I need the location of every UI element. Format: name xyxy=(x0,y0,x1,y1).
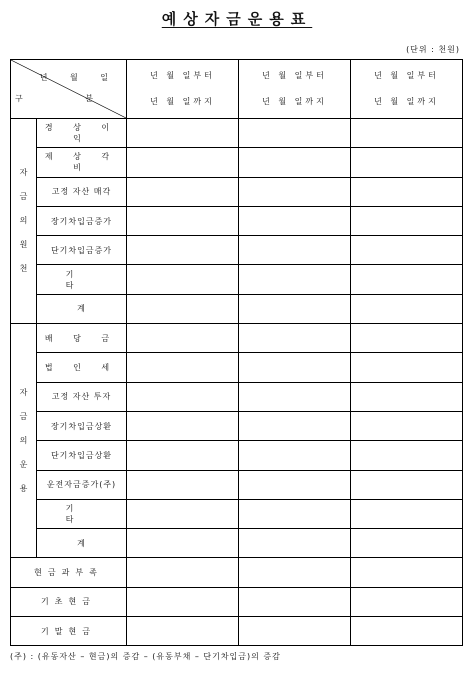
table-row xyxy=(11,324,463,353)
value-cell[interactable] xyxy=(127,119,239,148)
value-cell[interactable] xyxy=(239,294,351,323)
value-cell[interactable] xyxy=(351,558,463,587)
value-cell[interactable] xyxy=(239,353,351,382)
value-cell[interactable] xyxy=(351,119,463,148)
summary-label: 기초현금 xyxy=(11,587,127,616)
row-label: 장기차입금증가 xyxy=(37,206,127,235)
table-row xyxy=(11,206,463,235)
row-label: 운전자금증가(주) xyxy=(37,470,127,499)
value-cell[interactable] xyxy=(127,499,239,528)
corner-bottom-label: 구 분 xyxy=(15,94,123,103)
row-label: 법 인 세 xyxy=(37,353,127,382)
header-row xyxy=(11,60,463,119)
value-cell[interactable] xyxy=(239,382,351,411)
value-cell[interactable] xyxy=(239,441,351,470)
value-cell[interactable] xyxy=(239,148,351,177)
value-cell[interactable] xyxy=(239,499,351,528)
row-label: 경 상 이 익 xyxy=(37,119,127,148)
value-cell[interactable] xyxy=(127,265,239,294)
row-label: 배 당 금 xyxy=(37,324,127,353)
value-cell[interactable] xyxy=(127,148,239,177)
value-cell[interactable] xyxy=(239,529,351,558)
value-cell[interactable] xyxy=(351,470,463,499)
row-label: 단기차입금증가 xyxy=(37,236,127,265)
table-row xyxy=(11,294,463,323)
table-row xyxy=(11,353,463,382)
period-header: 년 월 일부터 년 월 일까지 xyxy=(351,60,463,119)
corner-top-label: 년 월 일 xyxy=(39,73,118,82)
value-cell[interactable] xyxy=(127,324,239,353)
row-label: 고정 자산 투자 xyxy=(37,382,127,411)
diagonal-line xyxy=(11,60,126,118)
value-cell[interactable] xyxy=(127,587,239,616)
row-label: 계 xyxy=(37,529,127,558)
row-label: 고정 자산 매각 xyxy=(37,177,127,206)
value-cell[interactable] xyxy=(239,206,351,235)
unit-label: (단위 : 천원) xyxy=(406,45,460,54)
value-cell[interactable] xyxy=(351,177,463,206)
summary-label: 기말현금 xyxy=(11,617,127,646)
header-corner xyxy=(11,60,127,119)
table-row xyxy=(11,470,463,499)
value-cell[interactable] xyxy=(351,529,463,558)
value-cell[interactable] xyxy=(127,177,239,206)
period-header: 년 월 일부터 년 월 일까지 xyxy=(239,60,351,119)
table-row xyxy=(11,382,463,411)
value-cell[interactable] xyxy=(239,119,351,148)
summary-row xyxy=(11,617,463,646)
value-cell[interactable] xyxy=(351,441,463,470)
value-cell[interactable] xyxy=(351,148,463,177)
row-label: 단기차입금상환 xyxy=(37,441,127,470)
value-cell[interactable] xyxy=(239,236,351,265)
value-cell[interactable] xyxy=(239,177,351,206)
value-cell[interactable] xyxy=(127,353,239,382)
value-cell[interactable] xyxy=(127,382,239,411)
value-cell[interactable] xyxy=(351,382,463,411)
period-header: 년 월 일부터 년 월 일까지 xyxy=(127,60,239,119)
value-cell[interactable] xyxy=(351,617,463,646)
value-cell[interactable] xyxy=(351,411,463,440)
row-label: 제 상 각 비 xyxy=(37,148,127,177)
value-cell[interactable] xyxy=(351,499,463,528)
value-cell[interactable] xyxy=(127,411,239,440)
value-cell[interactable] xyxy=(127,206,239,235)
table-row xyxy=(11,177,463,206)
value-cell[interactable] xyxy=(239,265,351,294)
value-cell[interactable] xyxy=(351,324,463,353)
value-cell[interactable] xyxy=(127,236,239,265)
table-row xyxy=(11,236,463,265)
row-label: 기 타 xyxy=(37,265,127,294)
summary-label: 현금과부족 xyxy=(11,558,127,587)
row-label: 기 타 xyxy=(37,499,127,528)
table-row xyxy=(11,411,463,440)
value-cell[interactable] xyxy=(239,470,351,499)
table-row xyxy=(11,119,463,148)
summary-row xyxy=(11,587,463,616)
page-title: 예상자금운용표 xyxy=(161,10,313,28)
value-cell[interactable] xyxy=(127,558,239,587)
value-cell[interactable] xyxy=(351,236,463,265)
fund-table xyxy=(10,59,463,646)
footnote: (주) : (유동자산 – 현금)의 증감 – (유동부채 – 단기차입금)의 증감 xyxy=(10,652,281,661)
summary-row xyxy=(11,558,463,587)
value-cell[interactable] xyxy=(351,206,463,235)
table-row xyxy=(11,529,463,558)
value-cell[interactable] xyxy=(239,411,351,440)
table-row xyxy=(11,441,463,470)
value-cell[interactable] xyxy=(127,294,239,323)
value-cell[interactable] xyxy=(239,324,351,353)
value-cell[interactable] xyxy=(127,617,239,646)
value-cell[interactable] xyxy=(239,617,351,646)
value-cell[interactable] xyxy=(127,441,239,470)
value-cell[interactable] xyxy=(127,470,239,499)
table-row xyxy=(11,148,463,177)
row-label: 장기차입금상환 xyxy=(37,411,127,440)
value-cell[interactable] xyxy=(351,294,463,323)
row-label: 계 xyxy=(37,294,127,323)
value-cell[interactable] xyxy=(239,558,351,587)
value-cell[interactable] xyxy=(127,529,239,558)
value-cell[interactable] xyxy=(351,265,463,294)
value-cell[interactable] xyxy=(351,587,463,616)
table-row xyxy=(11,265,463,294)
uses-label: 자 금 의 운 용 xyxy=(11,324,37,558)
value-cell[interactable] xyxy=(351,353,463,382)
table-row xyxy=(11,499,463,528)
value-cell[interactable] xyxy=(239,587,351,616)
sources-label: 자 금 의 원 천 xyxy=(11,119,37,324)
